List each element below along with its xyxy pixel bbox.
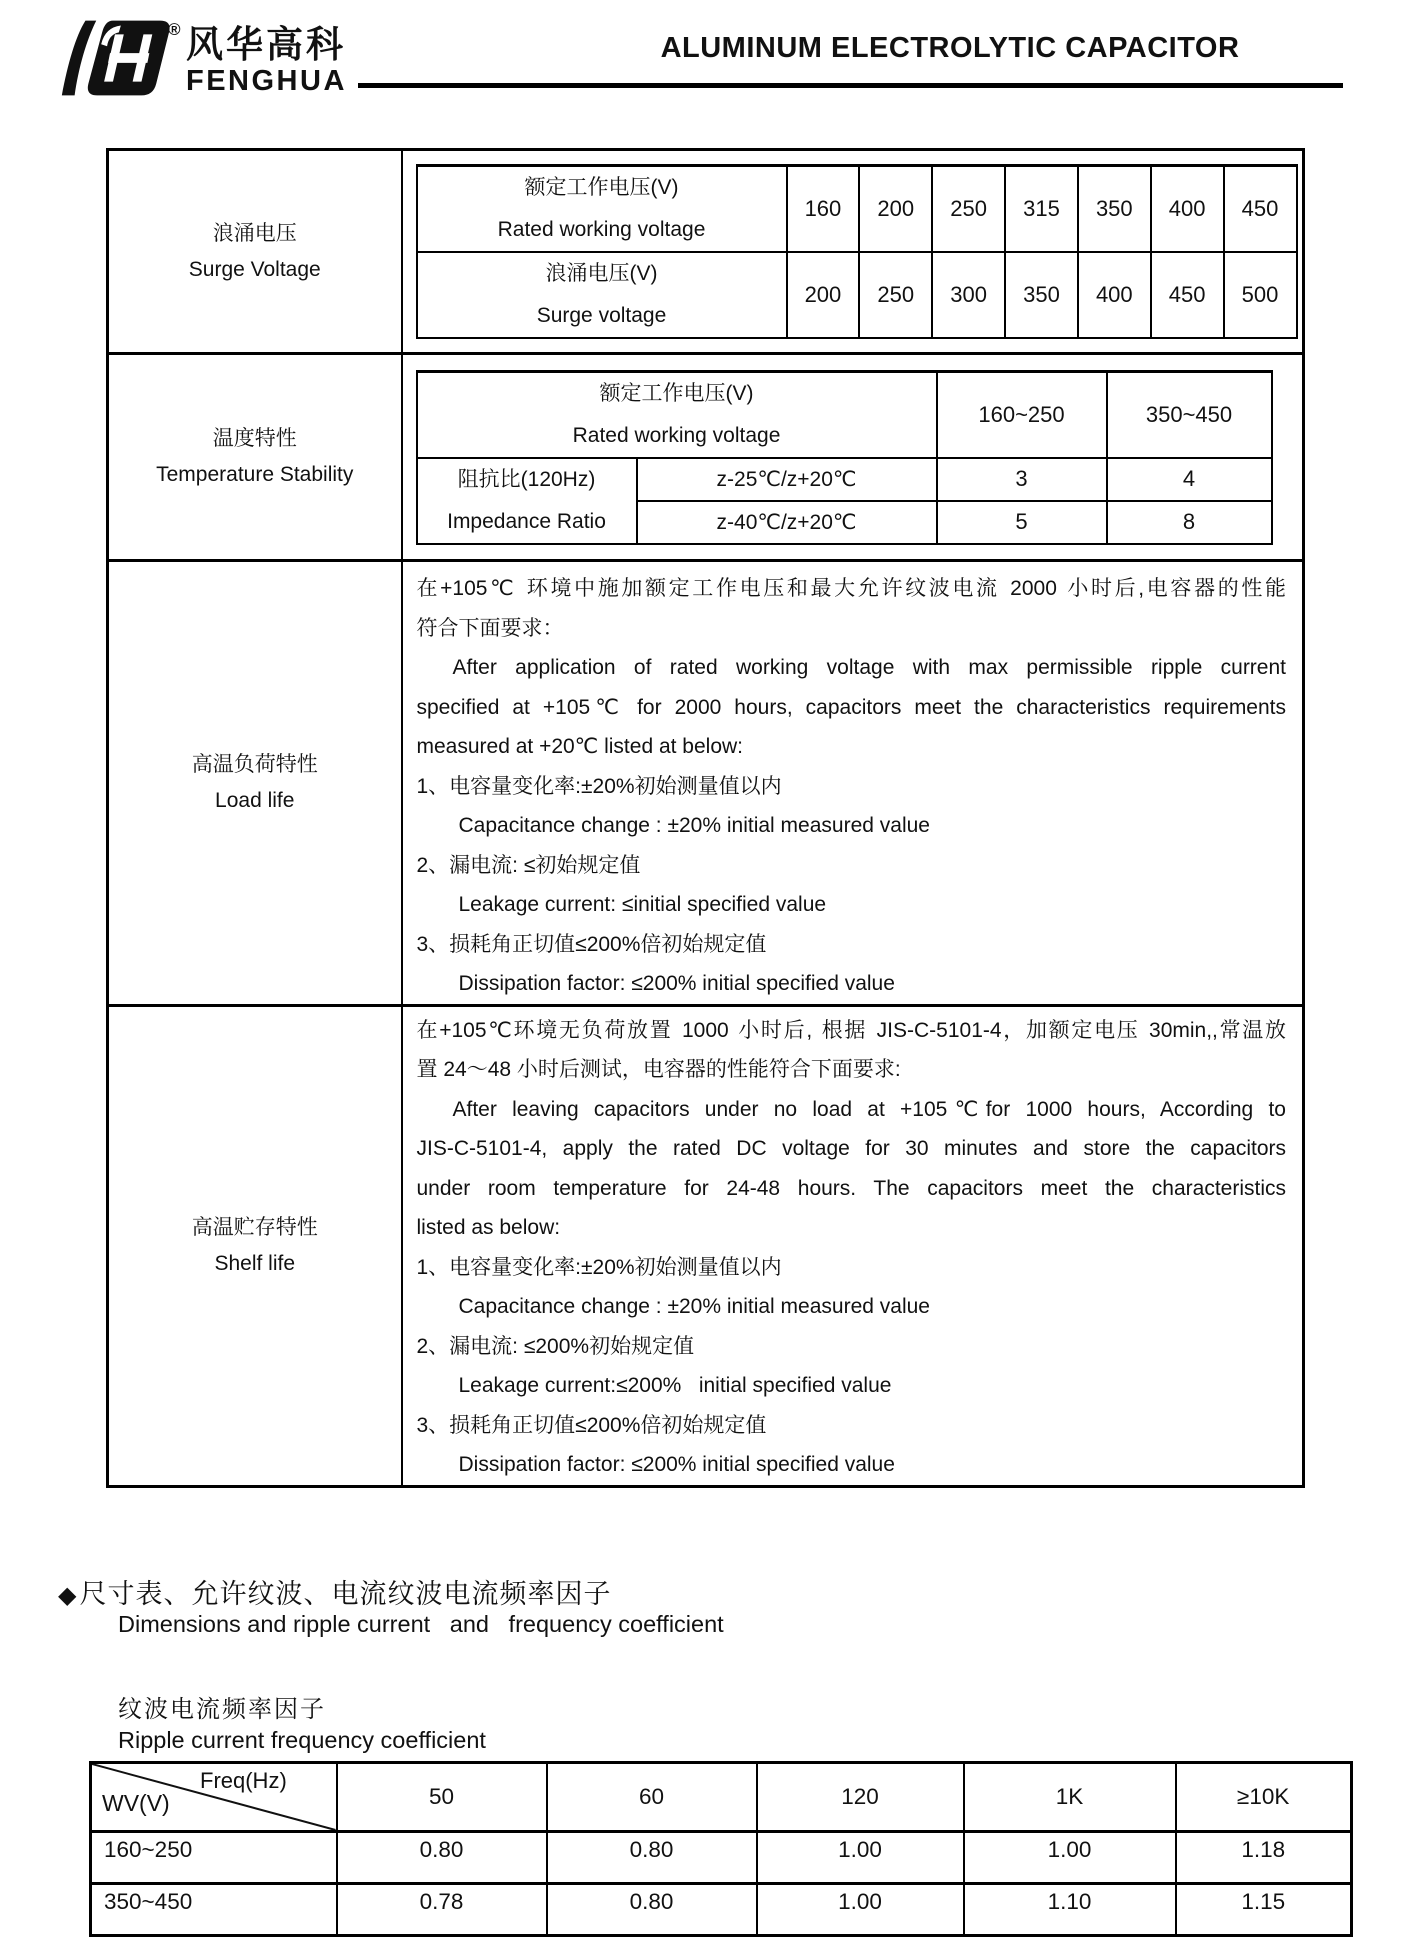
surge-voltage-row	[108, 150, 1304, 354]
load-life-content-cell	[402, 561, 1304, 1006]
shelf-life-line: 置 24～48 小时后测试，电容器的性能符合下面要求:	[416, 1058, 901, 1081]
shelf-life-line: 1、电容量变化率:±20%初始测量值以内	[416, 1255, 782, 1279]
freq-column-header: ≥10K	[1176, 1763, 1352, 1832]
shelf-life-label-cell	[108, 1005, 402, 1486]
impedance-value-cell: 4	[1107, 458, 1272, 501]
section-title-cn: 尺寸表、允许纹波、电流纹波电流频率因子	[79, 1579, 612, 1609]
rated-voltage-value: 400	[1151, 166, 1224, 253]
coefficient-value: 1.10	[964, 1884, 1176, 1936]
rated-voltage-value: 160	[787, 166, 860, 253]
load-life-row	[108, 561, 1304, 1006]
voltage-range-cell: 350~450	[1107, 371, 1272, 458]
brand-name-chinese: 风华高科	[186, 24, 346, 65]
load-life-line: specified at +105℃ for 2000 hours, capacitors meet the characteristics requirements	[416, 695, 1286, 719]
surge-voltage-value: 450	[1151, 252, 1224, 338]
coefficient-value: 0.80	[337, 1832, 547, 1884]
shelf-life-line: 在+105℃环境无负荷放置 1000 小时后, 根据 JIS-C-5101-4，加额定电压 30min,,常温放	[416, 1018, 1286, 1042]
rated-voltage-value: 200	[859, 166, 932, 253]
surge-voltage-table	[416, 164, 1298, 339]
surge-voltage-label-cn: 浪涌电压(V)	[545, 262, 658, 285]
impedance-ratio-label-cn: 阻抗比(120Hz)	[457, 467, 596, 491]
rated-voltage-label-cn: 额定工作电压(V)	[524, 176, 679, 199]
rated-voltage-value: 315	[1005, 166, 1078, 253]
rated-voltage-label-en: Rated working voltage	[497, 218, 706, 241]
fenghua-logo-icon	[52, 18, 170, 98]
temp-row-label-cell	[108, 354, 402, 561]
shelf-life-line: listed as below:	[416, 1216, 561, 1239]
surge-voltage-value: 200	[787, 252, 860, 338]
coefficient-value: 1.15	[1176, 1884, 1352, 1936]
surge-row-label-cell	[108, 150, 402, 354]
freq-data-row	[91, 1884, 1352, 1936]
section-title	[58, 1572, 611, 1611]
surge-row-content-cell	[402, 150, 1304, 354]
ripple-coefficient-heading-cn: 纹波电流频率因子	[118, 1696, 326, 1723]
load-life-line: Capacitance change : ±20% initial measured value	[458, 814, 930, 837]
rated-voltage-value: 350	[1078, 166, 1151, 253]
freq-column-header: 1K	[964, 1763, 1176, 1832]
freq-corner-cell	[91, 1763, 337, 1832]
shelf-life-line: Leakage current:≤200% initial specified value	[458, 1374, 892, 1397]
voltage-range-label: 350~450	[91, 1884, 337, 1936]
surge-voltage-value: 500	[1224, 252, 1297, 338]
load-life-label-en: Load life	[215, 788, 295, 812]
load-life-line: 1、电容量变化率:±20%初始测量值以内	[416, 774, 782, 798]
fenghua-logo	[52, 18, 347, 98]
ripple-coefficient-heading-en: Ripple current frequency coefficient	[118, 1727, 486, 1753]
load-life-line: Leakage current: ≤initial specified value	[458, 893, 827, 916]
brand-text	[186, 26, 347, 96]
coefficient-value: 0.80	[547, 1884, 757, 1936]
surge-voltage-value: 350	[1005, 252, 1078, 338]
load-life-line: 2、漏电流: ≤初始规定值	[416, 853, 641, 877]
impedance-condition-cell: z-25℃/z+20℃	[637, 458, 937, 501]
impedance-value-cell: 8	[1107, 501, 1272, 544]
wv-axis-label: WV(V)	[102, 1790, 170, 1816]
shelf-life-label-cn: 高温贮存特性	[191, 1215, 318, 1239]
surge-voltage-label-en: Surge voltage	[536, 304, 667, 327]
impedance-ratio-label-en: Impedance Ratio	[447, 509, 606, 533]
rated-voltage-header-cell	[417, 166, 787, 253]
load-life-line: 3、损耗角正切值≤200%倍初始规定值	[416, 932, 767, 956]
load-life-label-cn: 高温负荷特性	[191, 752, 318, 776]
frequency-coefficient-table	[89, 1761, 1353, 1937]
load-life-line: measured at +20℃ listed at below:	[416, 735, 744, 758]
shelf-life-line: Dissipation factor: ≤200% initial specified value	[458, 1453, 895, 1476]
temperature-stability-row	[108, 354, 1304, 561]
shelf-life-row	[108, 1005, 1304, 1486]
surge-voltage-value: 250	[859, 252, 932, 338]
load-life-label-cell	[108, 561, 402, 1006]
freq-column-header: 60	[547, 1763, 757, 1832]
coefficient-value: 0.80	[547, 1832, 757, 1884]
temp-rated-voltage-header-cell	[417, 371, 937, 458]
shelf-life-line: JIS-C-5101-4, apply the rated DC voltage for 30 minutes and store the capacitors	[416, 1137, 1286, 1160]
impedance-ratio-label-cell	[417, 458, 637, 544]
registered-trademark-icon: ®	[168, 20, 181, 39]
temp-label-en: Temperature Stability	[156, 463, 354, 486]
spec-table	[106, 148, 1305, 1488]
impedance-value-cell: 5	[937, 501, 1107, 544]
surge-voltage-header-cell	[417, 252, 787, 338]
load-life-line: 符合下面要求：	[416, 616, 564, 640]
load-life-line: Dissipation factor: ≤200% initial specified value	[458, 972, 895, 995]
voltage-range-label: 160~250	[91, 1832, 337, 1884]
shelf-life-line: After leaving capacitors under no load at +105℃for 1000 hours, According to	[452, 1097, 1286, 1121]
section-title-en: Dimensions and ripple current and frequency coefficient	[118, 1611, 724, 1637]
rated-voltage-value: 250	[932, 166, 1005, 253]
surge-voltage-value: 300	[932, 252, 1005, 338]
surge-label-cn: 浪涌电压	[212, 221, 297, 245]
brand-name-english: FENGHUA	[186, 64, 347, 97]
temp-row-content-cell	[402, 354, 1304, 561]
page-title: ALUMINUM ELECTROLYTIC CAPACITOR	[660, 32, 1240, 64]
coefficient-value: 1.18	[1176, 1832, 1352, 1884]
freq-data-row	[91, 1832, 1352, 1884]
shelf-life-line: Capacitance change : ±20% initial measured value	[458, 1295, 930, 1318]
coefficient-value: 1.00	[964, 1832, 1176, 1884]
shelf-life-line: under room temperature for 24-48 hours. The capacitors meet the characteristics	[416, 1176, 1286, 1200]
shelf-life-label-en: Shelf life	[214, 1251, 296, 1275]
freq-column-header: 120	[757, 1763, 964, 1832]
impedance-value-cell: 3	[937, 458, 1107, 501]
temperature-stability-table	[416, 370, 1273, 545]
freq-column-header: 50	[337, 1763, 547, 1832]
impedance-ratio-row-25	[417, 458, 1272, 501]
coefficient-value: 1.00	[757, 1884, 964, 1936]
voltage-range-cell: 160~250	[937, 371, 1107, 458]
shelf-life-line: 3、损耗角正切值≤200%倍初始规定值	[416, 1413, 767, 1437]
temp-header-row	[417, 371, 1272, 458]
load-life-line: 在+105℃ 环境中施加额定工作电压和最大允许纹波电流 2000 小时后,电容器的性能	[416, 577, 1286, 600]
freq-axis-label: Freq(Hz)	[200, 1768, 287, 1793]
load-life-line: After application of rated working voltage with max permissible ripple current	[452, 656, 1286, 679]
shelf-life-content-cell	[402, 1005, 1304, 1486]
coefficient-value: 1.00	[757, 1832, 964, 1884]
temp-rated-voltage-label-en: Rated working voltage	[572, 423, 781, 447]
rated-voltage-row	[417, 166, 1297, 253]
header-divider	[358, 83, 1343, 88]
coefficient-value: 0.78	[337, 1884, 547, 1936]
impedance-condition-cell: z-40℃/z+20℃	[637, 501, 937, 544]
temp-rated-voltage-label-cn: 额定工作电压(V)	[599, 381, 754, 405]
surge-label-en: Surge Voltage	[188, 257, 321, 281]
rated-voltage-value: 450	[1224, 166, 1297, 253]
temp-label-cn: 温度特性	[212, 427, 297, 450]
shelf-life-line: 2、漏电流: ≤200%初始规定值	[416, 1334, 695, 1358]
freq-header-row	[91, 1763, 1352, 1832]
surge-voltage-values-row	[417, 252, 1297, 338]
diamond-bullet-icon: ◆	[58, 1582, 78, 1609]
surge-voltage-value: 400	[1078, 252, 1151, 338]
